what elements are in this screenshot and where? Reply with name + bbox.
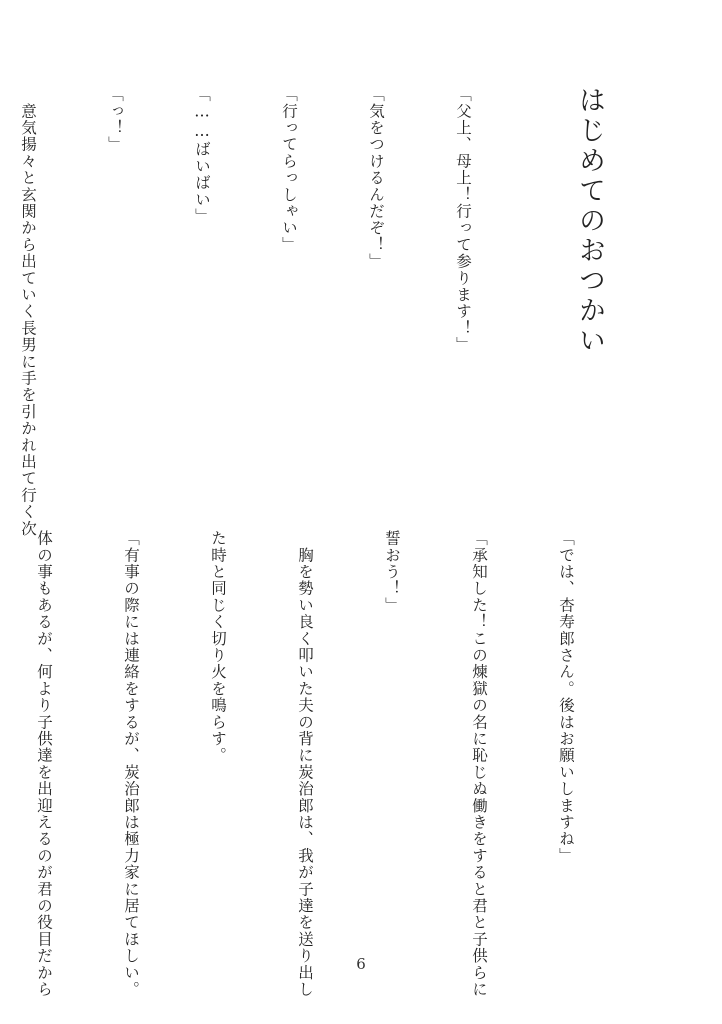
text-line: 「では、杏寿郎さん。後はお願いしますね」 <box>557 530 575 864</box>
text-line: 意気揚々と玄関から出ていく長男に手を引かれ出て行く次 <box>19 86 37 537</box>
text-line: 「気をつけるんだぞ！」 <box>367 86 385 270</box>
text-line: 胸を勢い良く叩いた夫の背に炭治郎は、我が子達を送り出し <box>296 530 314 998</box>
text-line: 誓おう！」 <box>383 530 401 614</box>
text-line: 「行ってらっしゃい」 <box>280 86 298 253</box>
text-line: た時と同じく切り火を鳴らす。 <box>209 530 227 764</box>
page-number: 6 <box>356 955 366 973</box>
text-line: 「父上、母上！行って参ります！」 <box>454 86 472 354</box>
top-tier-text-block <box>19 86 662 537</box>
text-line: 「……ばいばい」 <box>193 86 211 225</box>
chapter-title: はじめてのおつかい <box>574 86 605 356</box>
text-line: 「っ！」 <box>106 86 124 153</box>
text-line: 「承知した！この煉獄の名に恥じぬ働きをすると君と子供らに <box>470 530 488 998</box>
text-line: 「有事の際には連絡をするが、炭治郎は極力家に居てほしい。 <box>122 530 140 998</box>
text-line: 体の事もあるが、何より子供達を出迎えるのが君の役目だから <box>35 530 53 998</box>
bottom-tier-text-block <box>35 530 638 998</box>
